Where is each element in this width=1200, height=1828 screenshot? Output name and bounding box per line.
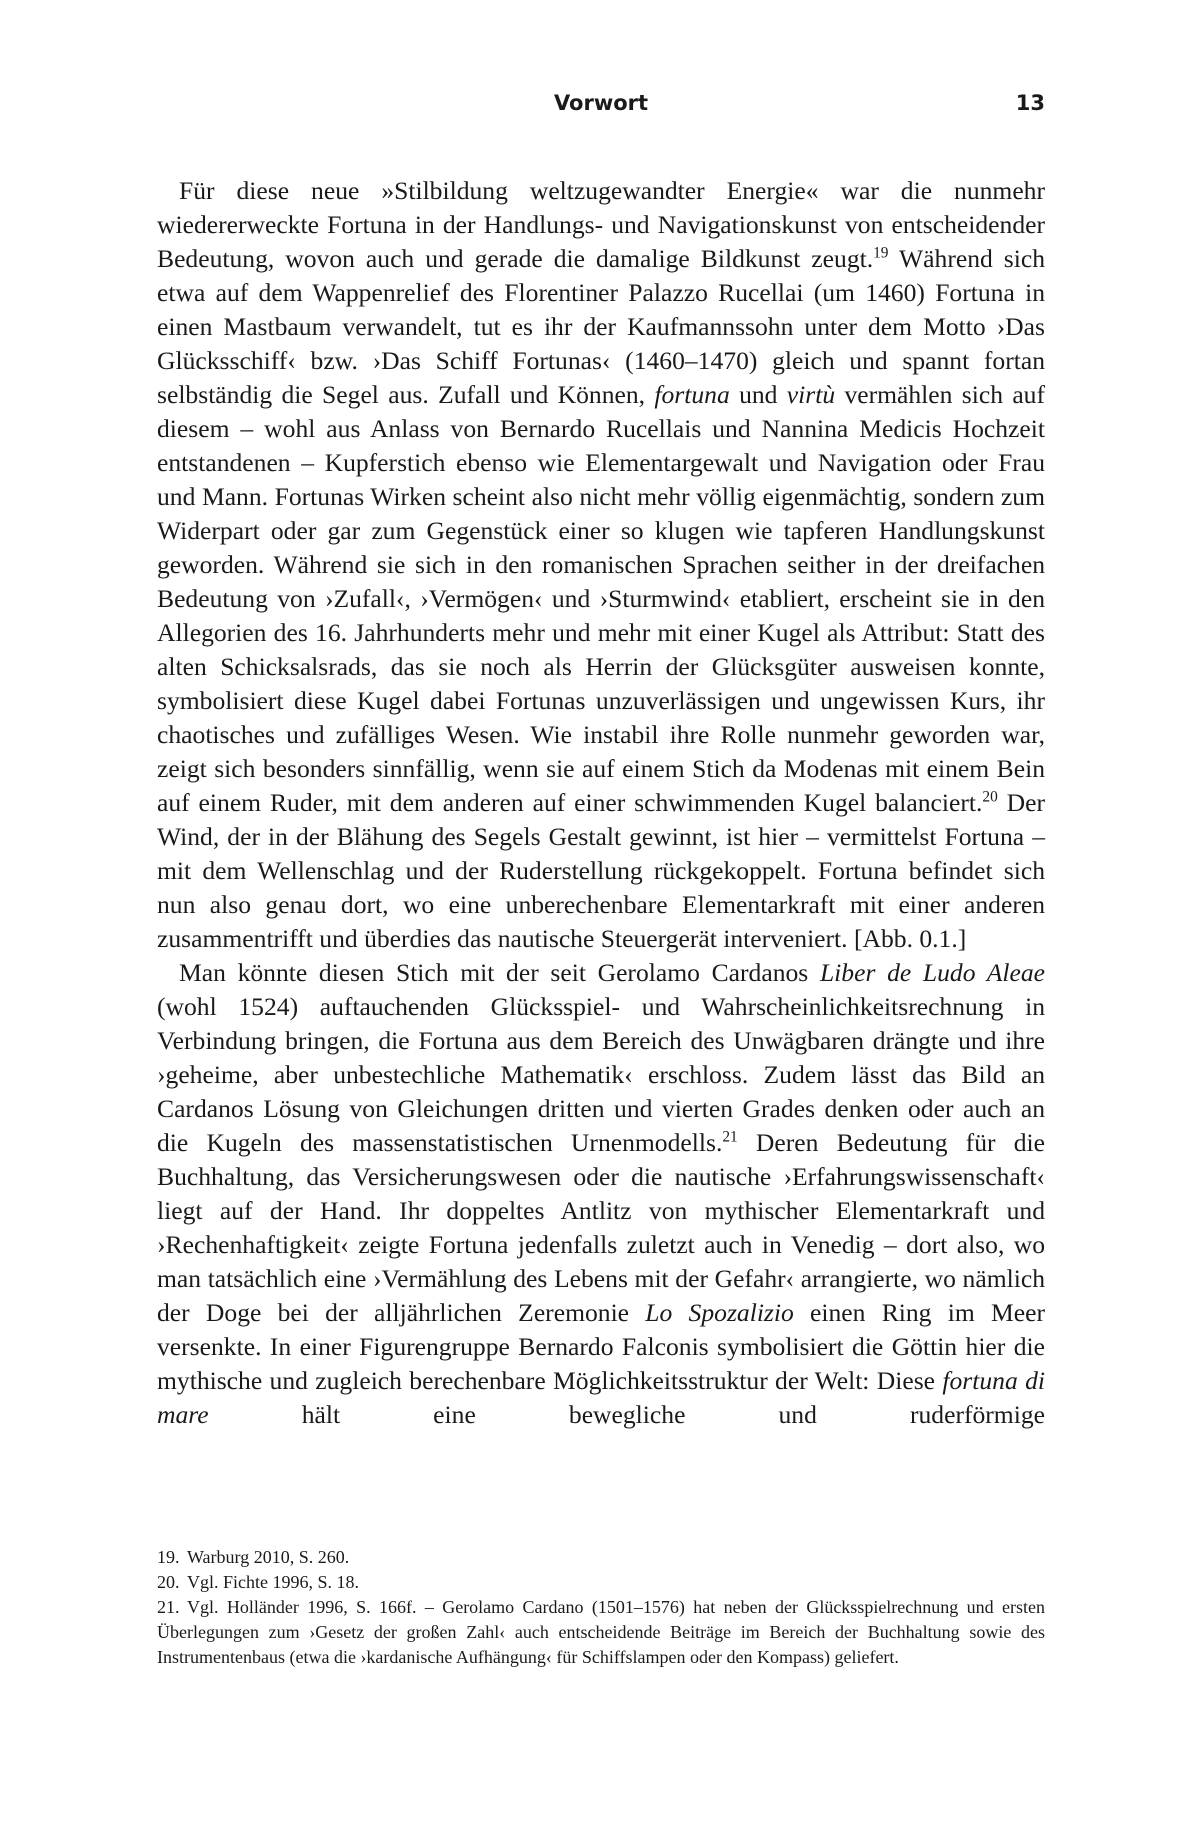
footnote-text: Vgl. Holländer 1996, S. 166f. – Gerolamo Cardano (1501–1576) hat neben der Glücksspielrechnung und ersten Überlegungen zum ›Gesetz der großen Zahl‹ auch entscheidende Beiträge im Bereich der Buchhaltung sowie des Instrumentenbaus (etwa die ›kardanische Aufhängung‹ für Schiffslampen oder den Kompass) geliefert. xyxy=(157,1597,1045,1667)
paragraph xyxy=(157,956,1045,1432)
text-run: Der Wind, der in der Blähung des Segels Gestalt gewinnt, ist hier – vermittelst Fortuna – mit dem Wellenschlag und der Ruderstellung rückgekoppelt. Fortuna befindet sich nun also genau dort, wo eine unberechenbare Elementarkraft mit einer anderen zusammentrifft und überdies das nautische Steuergerät interveniert. [Abb. 0.1.] xyxy=(157,788,1046,953)
footnote-marker: 19 xyxy=(873,244,889,262)
footnote-number: 19. xyxy=(157,1547,180,1567)
text-run: und xyxy=(729,380,787,409)
footnote xyxy=(157,1545,1045,1570)
running-head-title: Vorwort xyxy=(553,91,649,115)
text-run: Man könnte diesen Stich mit der seit Gerolamo Cardanos xyxy=(179,958,820,987)
text-run: Deren Bedeutung für die Buchhaltung, das Versicherungswesen oder die nautische ›Erfahrungswissenschaft‹ liegt auf der Hand. Ihr doppeltes Antlitz von mythischer Elementarkraft und ›Rechenhaftigkeit‹ zeigte Fortuna jedenfalls zuletzt auch in Venedig – dort also, wo man tatsächlich eine ›Vermählung des Lebens mit der Gefahr‹ arrangierte, wo nämlich der Doge bei der alljährlichen Zeremonie xyxy=(157,1128,1045,1327)
text-run: hält eine bewegliche und ruderförmige xyxy=(208,1400,1045,1429)
italic-text: fortuna xyxy=(654,380,730,409)
text-run: Für diese neue »Stilbildung weltzugewandter Energie« war die nunmehr wiedererweckte Fortuna in der Handlungs- und Navigationskunst von entscheidender Bedeutung, wovon auch und gerade die damalige Bildkunst zeugt. xyxy=(157,176,1045,273)
footnote xyxy=(157,1595,1045,1670)
page-number: 13 xyxy=(1015,91,1045,115)
italic-text: virtù xyxy=(786,380,836,409)
footnote-number: 21. xyxy=(157,1597,180,1617)
text-run: vermählen sich auf diesem – wohl aus Anlass von Bernardo Rucellais und Nannina Medicis Hochzeit entstandenen – Kupferstich ebenso wie Elementargewalt und Navigation oder Frau und Mann. Fortunas Wirken scheint also nicht mehr völlig eigenmächtig, sondern zum Widerpart oder gar zum Gegenstück einer so klugen wie tapferen Handlungskunst geworden. Während sie sich in den romanischen Sprachen seither in der dreifachen Bedeutung von ›Zufall‹, ›Vermögen‹ und ›Sturmwind‹ etabliert, erscheint sie in den Allegorien des 16. Jahrhunderts mehr und mehr mit einer Kugel als Attribut: Statt des alten Schicksalsrads, das sie noch als Herrin der Glücksgüter ausweisen konnte, symbolisiert diese Kugel dabei Fortunas unzuverlässigen und ungewissen Kurs, ihr chaotisches und zufälliges Wesen. Wie instabil ihre Rolle nunmehr geworden war, zeigt sich besonders sinnfällig, wenn sie auf einem Stich da Modenas mit einem Bein auf einem Ruder, mit dem anderen auf einer schwimmenden Kugel balanciert. xyxy=(157,380,1045,817)
italic-text: Lo Spozalizio xyxy=(645,1298,794,1327)
footnote-marker: 21 xyxy=(722,1128,738,1146)
footnote-number: 20. xyxy=(157,1572,180,1592)
text-run: einen Ring im Meer versenkte. In einer Figurengruppe Bernardo Falconis symbolisiert die Göttin hier die mythische und zugleich berechenbare Möglichkeitsstruktur der Welt: Diese xyxy=(157,1298,1045,1395)
book-page xyxy=(157,0,1045,1828)
italic-text: fortuna di mare xyxy=(157,1366,1045,1429)
footnote-text: Vgl. Fichte 1996, S. 18. xyxy=(187,1572,360,1592)
paragraph xyxy=(157,174,1045,956)
running-head xyxy=(157,91,1045,121)
text-run: Während sich etwa auf dem Wappenrelief des Florentiner Palazzo Rucellai (um 1460) Fortuna in einen Mastbaum verwandelt, tut es ihr der Kaufmannssohn unter dem Motto ›Das Glücksschiff‹ bzw. ›Das Schiff Fortunas‹ (1460–1470) gleich und spannt fortan selbständig die Segel aus. Zufall und Können, xyxy=(157,244,1045,409)
text-run: (wohl 1524) auftauchenden Glücksspiel- und Wahrscheinlichkeitsrechnung in Verbindung bringen, die Fortuna aus dem Bereich des Unwägbaren drängte und ihre ›geheime, aber unbestechliche Mathematik‹ erschloss. Zudem lässt das Bild an Cardanos Lösung von Gleichungen dritten und vierten Grades denken oder auch an die Kugeln des massenstatistischen Urnenmodells. xyxy=(157,992,1045,1157)
body-text xyxy=(157,174,1045,1432)
footnote-text: Warburg 2010, S. 260. xyxy=(187,1547,350,1567)
footnote-marker: 20 xyxy=(982,788,998,806)
footnote xyxy=(157,1570,1045,1595)
italic-text: Liber de Ludo Aleae xyxy=(819,958,1045,987)
footnotes xyxy=(157,1545,1045,1670)
